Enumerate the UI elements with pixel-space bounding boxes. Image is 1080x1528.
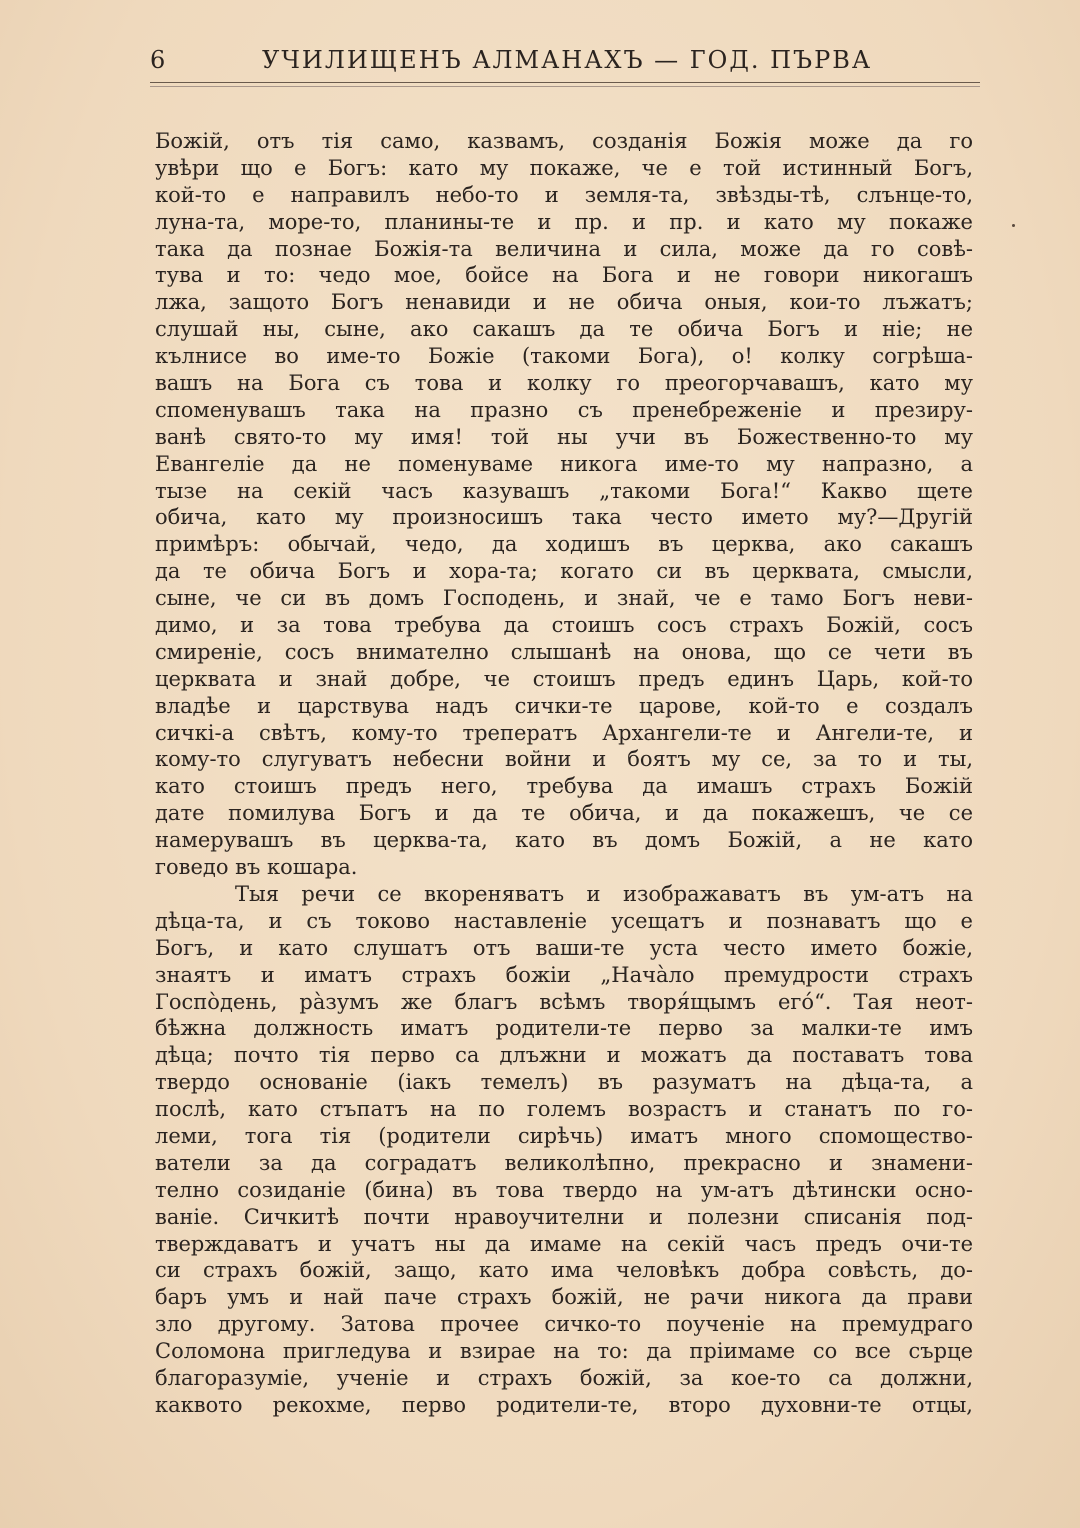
text-line: споменувашъ така на празно съ пренебреженіе и презиру- <box>155 397 973 422</box>
text-line: примѣръ: обычай, чедо, да ходишъ въ церква, ако сакашъ <box>155 532 973 557</box>
text-line: тызе на секій часъ казувашъ „такоми Бога!“ Какво щете <box>155 478 973 503</box>
text-line: си страхъ божій, защо, като има человѣкъ добра совѣсть, до- <box>155 1258 973 1283</box>
page-header <box>150 44 880 84</box>
text-line: дѣца; почто тія перво са длъжни и можатъ да поставатъ това <box>155 1043 973 1068</box>
text-line: бѣжна должность иматъ родители-те перво за малки-те имъ <box>155 1016 973 1041</box>
running-head: УЧИЛИЩЕНЪ АЛМАНАХЪ — ГОД. ПЪРВА <box>262 46 873 74</box>
text-line: Божій, отъ тія само, казвамъ, созданія Божія може да го <box>155 129 973 153</box>
text-line: зло другому. Затова прочее сичко-то поученіе на премудраго <box>155 1312 973 1337</box>
paragraph-start-line: Тыя речи се вкореняватъ и изображаватъ въ ум-атъ на <box>235 881 973 906</box>
text-line: сичкі-а свѣтъ, кому-то треператъ Архангели-те и Ангели-те, и <box>155 720 973 745</box>
text-line: ваніе. Сичкитѣ почти нравоучителни и полезни списанія под- <box>155 1204 973 1229</box>
text-line: ватели за да соградатъ великолѣпно, прекрасно и знамени- <box>155 1150 973 1175</box>
text-line: Госпòдень, рàзумъ же благъ всѣмъ творя́щымъ егó“. Тая неот- <box>155 989 973 1014</box>
text-line: тува и то: чедо мое, бойсе на Бога и не говори никогашъ <box>155 263 973 288</box>
text-line: ванѣ свято-то му имя! той ны учи въ Божественно-то му <box>155 424 973 449</box>
text-line: кой-то е направилъ небо-то и земля-та, звѣзды-тѣ, слънце-то, <box>155 182 973 207</box>
text-line: така да познае Божія-та величина и сила, може да го совѣ- <box>155 236 973 261</box>
text-line: да те обича Богъ и хора-та; когато си въ церквата, смысли, <box>155 559 973 584</box>
header-rule-secondary <box>150 86 980 87</box>
text-line: кълнисе во име-то Божіе (такоми Бога), о! колку согрѣша- <box>155 344 973 369</box>
page-number: 6 <box>150 46 167 74</box>
text-line: лжа, защото Богъ ненавиди и не обича оныя, кои-то лъжатъ; <box>155 290 973 315</box>
text-line: димо, и за това требува да стоишъ сосъ страхъ Божій, сосъ <box>155 613 973 638</box>
text-line: сыне, че си въ домъ Господень, и знай, че е тамо Богъ неви- <box>155 586 973 611</box>
text-line: обича, като му произносишъ така често името му?—Другій <box>155 505 973 530</box>
text-line: увѣри що е Богъ: като му покаже, че е той истинный Богъ, <box>155 155 973 180</box>
text-line: церквата и знай добре, че стоишъ предъ единъ Царь, кой-то <box>155 666 973 691</box>
text-line: леми, тога тія (родители сирѣчь) иматъ много спомощество- <box>155 1123 973 1148</box>
text-line: благоразуміе, ученіе и страхъ божій, за кое-то са должни, <box>155 1365 973 1390</box>
text-line: твердо основаніе (іакъ темелъ) въ разуматъ на дѣца-та, а <box>155 1070 973 1095</box>
text-line: слушай ны, сыне, ако сакашъ да те обича Богъ и ніе; не <box>155 317 973 342</box>
paragraph-end-line: говедо въ кошара. <box>155 855 358 880</box>
text-line: дате помилува Богъ и да те обича, и да покажешъ, че се <box>155 801 973 826</box>
print-speck <box>1012 224 1015 227</box>
text-line: луна-та, море-то, планины-те и пр. и пр. и като му покаже <box>155 209 973 234</box>
text-line: тверждаватъ и учатъ ны да имаме на секій часъ предъ очи-те <box>155 1231 973 1256</box>
header-rule <box>150 82 980 83</box>
text-line: Евангеліе да не поменуваме никога име-то му напразно, а <box>155 451 973 476</box>
text-line: дѣца-та, и съ токово наставленіе усещатъ и познаватъ що е <box>155 908 973 933</box>
text-line: телно созиданіе (бина) въ това твердо на ум-атъ дѣтински осно- <box>155 1177 973 1202</box>
text-line: Богъ, и като слушатъ отъ ваши-те уста често името божіе, <box>155 935 973 960</box>
text-line: знаятъ и иматъ страхъ божіи „Начàло премудрости страхъ <box>155 962 973 987</box>
text-line: баръ умъ и най паче страхъ божій, не рачи никога да прави <box>155 1285 973 1310</box>
text-line: владѣе и царствува надъ сички-те царове, кой-то е создалъ <box>155 693 973 718</box>
text-line: като стоишъ предъ него, требува да имашъ страхъ Божій <box>155 774 973 799</box>
text-line: кому-то слугуватъ небесни войни и боятъ му се, за то и ты, <box>155 747 973 772</box>
text-line: вашъ на Бога съ това и колку го преогорчавашъ, като му <box>155 371 973 396</box>
text-line: намерувашъ въ церква-та, като въ домъ Божій, а не като <box>155 828 973 853</box>
text-line: Соломона пригледува и взирае на то: да пріимаме со все сърце <box>155 1339 973 1364</box>
text-line: послѣ, като стъпатъ на по големъ возрастъ и станатъ по го- <box>155 1097 973 1122</box>
text-line: каквото рекохме, перво родители-те, второ духовни-те отцы, <box>155 1392 973 1417</box>
text-line: смиреніе, сосъ внимателно слышанѣ на онова, що се чети въ <box>155 639 973 664</box>
body-text <box>155 128 973 1419</box>
